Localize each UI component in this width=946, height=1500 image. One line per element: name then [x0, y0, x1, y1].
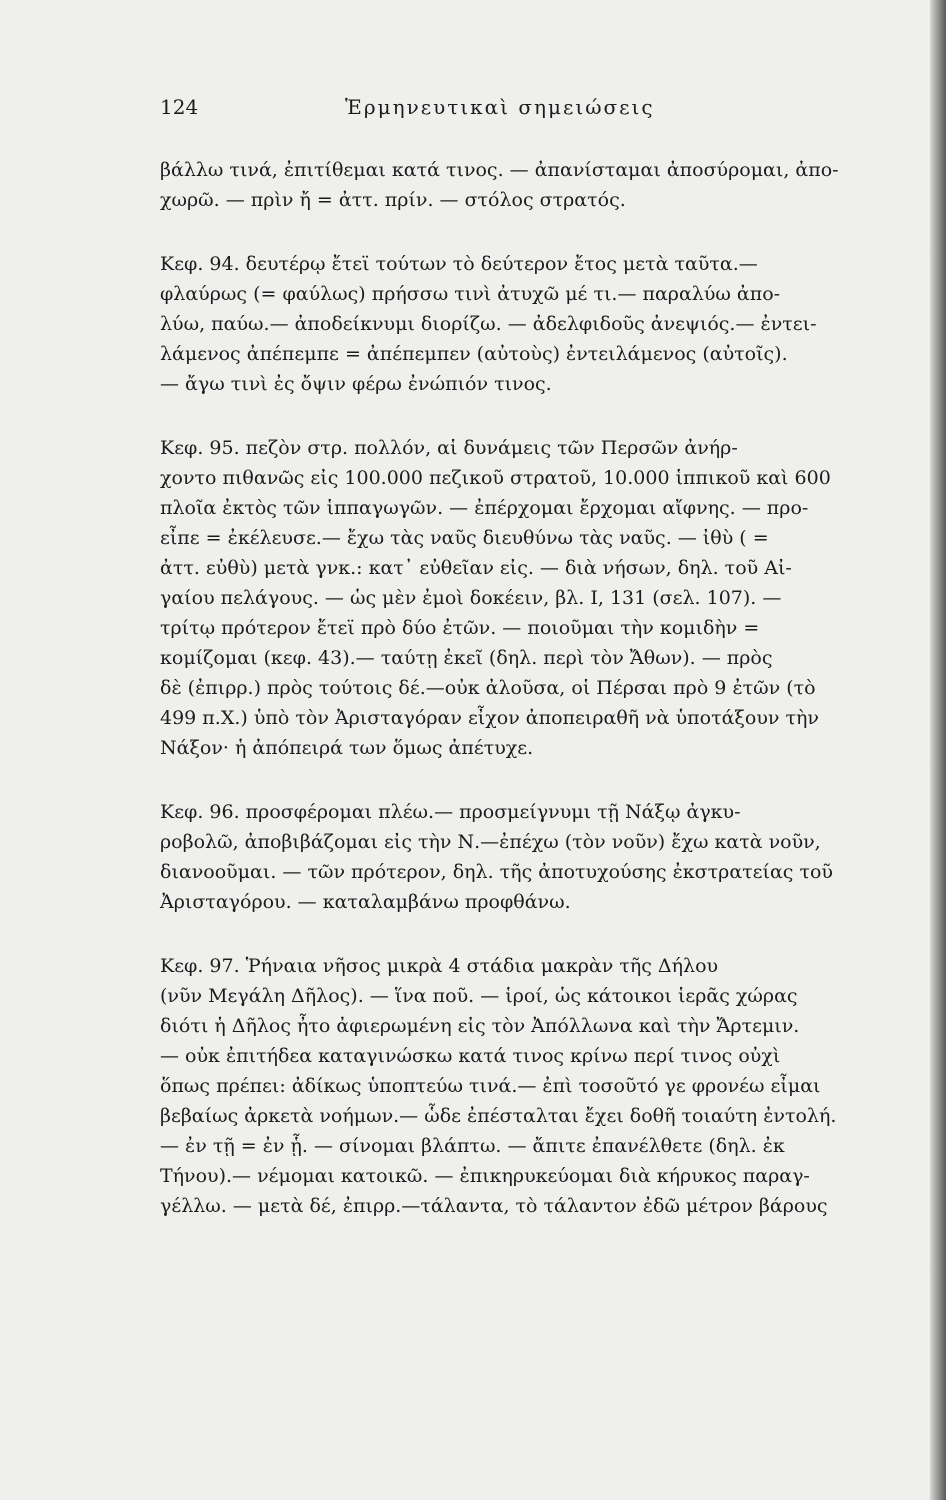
text-line: Κεφ. 97. Ῥήναια νῆσος μικρὰ 4 στάδια μακρὰν τῆς Δήλου	[160, 955, 719, 977]
section-chapter-97	[160, 951, 920, 1221]
text-line: λύω, παύω.— ἀποδείκνυμι διορίζω. — ἀδελφιδοῦς ἀνεψιός.— ἐντει-	[160, 313, 817, 335]
text-line: λάμενος ἀπέπεμπε = ἀπέπεμπεν (αὐτοὺς) ἐντειλάμενος (αὐτοῖς).	[160, 343, 788, 365]
text-line: χωρῶ. — πρὶν ἤ = ἀττ. πρίν. — στόλος στρατός.	[160, 189, 626, 211]
section-chapter-95	[160, 433, 920, 763]
page-number: 124	[160, 95, 199, 119]
text-line: δὲ (ἐπιρρ.) πρὸς τούτοις δέ.—οὐκ ἀλοῦσα, οἱ Πέρσαι πρὸ 9 ἐτῶν (τὸ	[160, 677, 816, 699]
text-line: διανοοῦμαι. — τῶν πρότερον, δηλ. τῆς ἀποτυχούσης ἐκστρατείας τοῦ	[160, 861, 833, 883]
text-line: — οὐκ ἐπιτήδεα καταγινώσκω κατά τινος κρίνω περί τινος οὐχὶ	[160, 1045, 781, 1067]
text-line: Τήνου).— νέμομαι κατοικῶ. — ἐπικηρυκεύομαι διὰ κήρυκος παραγ-	[160, 1165, 810, 1187]
text-line: βάλλω τινά, ἐπιτίθεμαι κατά τινος. — ἀπανίσταμαι ἀποσύρομαι, ἀπο-	[160, 159, 839, 181]
section-chapter-96	[160, 797, 920, 917]
text-line: — ἄγω τινὶ ἐς ὄψιν φέρω ἐνώπιόν τινος.	[160, 373, 552, 395]
text-line: τρίτῳ πρότερον ἔτεϊ πρὸ δύο ἐτῶν. — ποιοῦμαι τὴν κομιδὴν =	[160, 617, 760, 639]
text-line: χοντο πιθανῶς εἰς 100.000 πεζικοῦ στρατοῦ, 10.000 ἱππικοῦ καὶ 600	[160, 467, 831, 489]
page-edge-shadow	[930, 0, 946, 1500]
text-line: Κεφ. 95. πεζὸν στρ. πολλόν, αἱ δυνάμεις τῶν Περσῶν ἀνήρ-	[160, 437, 738, 459]
text-line: Κεφ. 94. δευτέρῳ ἔτεϊ τούτων τὸ δεύτερον ἔτος μετὰ ταῦτα.—	[160, 253, 758, 275]
text-line: Κεφ. 96. προσφέρομαι πλέω.— προσμείγνυμι τῇ Νάξῳ ἀγκυ-	[160, 801, 741, 823]
text-line: κομίζομαι (κεφ. 43).— ταύτῃ ἐκεῖ (δηλ. περὶ τὸν Ἄθων). — πρὸς	[160, 647, 773, 669]
text-line: διότι ἡ Δῆλος ἦτο ἀφιερωμένη εἰς τὸν Ἀπόλλωνα καὶ τὴν Ἄρτεμιν.	[160, 1015, 800, 1037]
text-line: (νῦν Μεγάλη Δῆλος). — ἵνα ποῦ. — ἱροί, ὡς κάτοικοι ἱερᾶς χώρας	[160, 985, 798, 1007]
section-intro	[160, 155, 920, 215]
page-header	[160, 95, 720, 125]
running-title: Ἑρμηνευτικαὶ σημειώσεις	[345, 95, 655, 119]
text-line: γαίου πελάγους. — ὡς μὲν ἐμοὶ δοκέειν, βλ. I, 131 (σελ. 107). —	[160, 587, 782, 609]
section-chapter-94	[160, 249, 920, 399]
text-line: ροβολῶ, ἀποβιβάζομαι εἰς τὴν Ν.—ἐπέχω (τὸν νοῦν) ἔχω κατὰ νοῦν,	[160, 831, 821, 853]
text-line: 499 π.Χ.) ὑπὸ τὸν Ἀρισταγόραν εἶχον ἀποπειραθῆ νὰ ὑποτάξουν τὴν	[160, 707, 819, 729]
text-line: ὅπως πρέπει: ἀδίκως ὑποπτεύω τινά.— ἐπὶ τοσοῦτό γε φρονέω εἶμαι	[160, 1075, 821, 1097]
text-line: — ἐν τῇ = ἐν ᾗ. — σίνομαι βλάπτω. — ἄπιτε ἐπανέλθετε (δηλ. ἐκ	[160, 1135, 785, 1157]
text-line: εἶπε = ἐκέλευσε.— ἔχω τὰς ναῦς διευθύνω τὰς ναῦς. — ἰθὺ ( =	[160, 527, 769, 549]
commentary-text	[160, 155, 920, 1255]
text-line: Νάξον· ἡ ἀπόπειρά των ὅμως ἀπέτυχε.	[160, 737, 534, 759]
text-line: Ἀρισταγόρου. — καταλαμβάνω προφθάνω.	[160, 891, 571, 913]
text-line: γέλλω. — μετὰ δέ, ἐπιρρ.—τάλαντα, τὸ τάλαντον ἐδῶ μέτρον βάρους	[160, 1195, 828, 1217]
text-line: βεβαίως ἀρκετὰ νοήμων.— ὧδε ἐπέσταλται ἔχει δοθῆ τοιαύτη ἐντολή.	[160, 1105, 837, 1127]
text-line: φλαύρως (= φαύλως) πρήσσω τινὶ ἀτυχῶ μέ τι.— παραλύω ἀπο-	[160, 283, 781, 305]
text-line: πλοῖα ἐκτὸς τῶν ἱππαγωγῶν. — ἐπέρχομαι ἔρχομαι αἴφνης. — προ-	[160, 497, 809, 519]
text-line: ἀττ. εὐθὺ) μετὰ γνκ.: κατ᾿ εὐθεῖαν εἰς. — διὰ νήσων, δηλ. τοῦ Αἰ-	[160, 557, 792, 579]
